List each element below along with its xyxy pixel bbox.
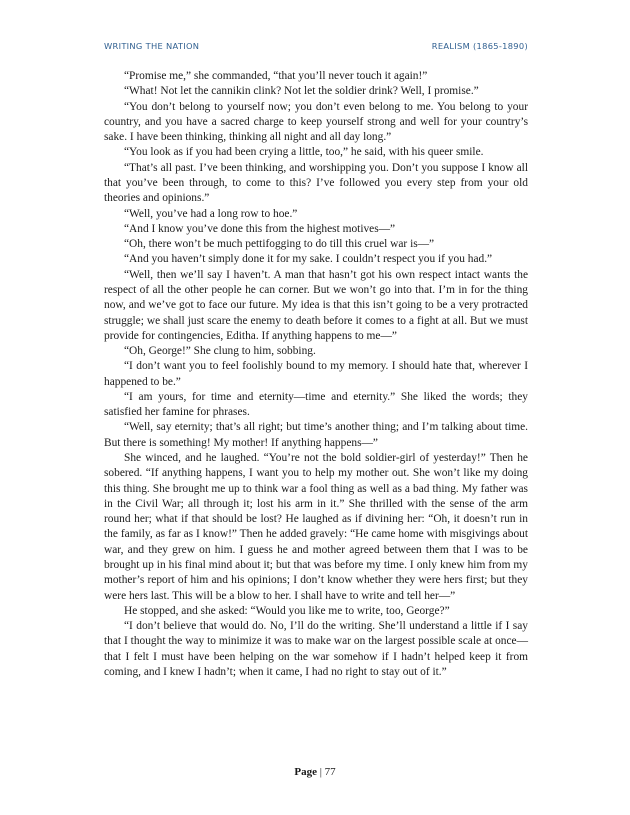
paragraph: “That’s all past. I’ve been thinking, and worshipping you. Don’t you suppose I know all that you’ve been through, to come to this? I’ve followed you every step from your old theories and opinions.” <box>104 161 528 205</box>
page-separator: | <box>319 766 322 778</box>
page-label: Page <box>294 766 317 778</box>
paragraph: “You don’t belong to yourself now; you don’t even belong to me. You belong to your country, and you have a sacred charge to keep yourself strong and well for your country’s sake. I have been thinking, thinking all night and all day long.” <box>104 100 528 144</box>
paragraph: “You look as if you had been crying a little, too,” he said, with his queer smile. <box>124 146 484 159</box>
paragraph: “And you haven’t simply done it for my sake. I couldn’t respect you if you had.” <box>124 253 493 266</box>
paragraph: “Well, you’ve had a long row to hoe.” <box>124 207 298 220</box>
paragraph: “And I know you’ve done this from the highest motives—” <box>124 222 396 235</box>
paragraph: “I don’t believe that would do. No, I’ll do the writing. She’ll understand a little if I say that I thought the way to minimize it was to make war on the largest possible scale at once—that I felt I must have been helping on the war somehow if I hadn’t helped keep it from coming, and I knew I hadn’t; when it came, I had no right to stay out of it.” <box>104 620 528 678</box>
paragraph: “Oh, George!” She clung to him, sobbing. <box>124 345 316 358</box>
paragraph: “Well, then we’ll say I haven’t. A man that hasn’t got his own respect intact wants the respect of all the other people he can corner. But we won’t go into that. I’m in for the thing now, and we’ve got to face our future. My idea is that this isn’t going to be a very protracted struggle; we shall just scare the enemy to death before it comes to a fight at all. But we must provide for contingencies, Editha. If anything happens to me—” <box>104 268 528 342</box>
paragraph: “Promise me,” she commanded, “that you’ll never touch it again!” <box>124 70 428 82</box>
paragraph: He stopped, and she asked: “Would you like me to write, too, George?” <box>124 604 450 617</box>
page-footer <box>0 766 630 778</box>
paragraph: “I am yours, for time and eternity—time and eternity.” She liked the words; they satisfied her famine for phrases. <box>104 390 528 419</box>
header-period-title: REALISM (1865-1890) <box>431 41 528 51</box>
paragraph: “Oh, there won’t be much pettifogging to do till this cruel war is—” <box>124 238 435 251</box>
paragraph: She winced, and he laughed. “You’re not the bold soldier-girl of yesterday!” Then he sobered. “If anything happens, I want you to help my mother out. She won’t like my doing this thing. She brought me up to think war a fool thing as well as a bad thing. My father was in the Civil War; all through it; lost his arm in it.” She thrilled with the sense of the arm round her; what if that should be lost? He laughed as if divining her: “Oh, it doesn’t run in the family, as far as I know!” Then he added gravely: “He came home with misgivings about war, and they grew on him. I guess he and mother agreed between them that I was to be brought up in his final mind about it; but that was before my time. I only knew him from my mother’s report of him and his opinions; I don’t know whether they were hers first; but they were hers last. This will be a blow to her. I shall have to write and tell her—” <box>104 452 528 602</box>
page-number: 77 <box>324 766 336 778</box>
paragraph: “Well, say eternity; that’s all right; but time’s another thing; and I’m talking about time. But there is something! My mother! If anything happens—” <box>104 421 528 449</box>
body-text <box>104 69 528 680</box>
header-section-title: WRITING THE NATION <box>104 41 200 51</box>
running-header <box>104 41 528 53</box>
paragraph: “What! Not let the cannikin clink? Not let the soldier drink? Well, I promise.” <box>124 85 479 98</box>
paragraph: “I don’t want you to feel foolishly bound to my memory. I should hate that, wherever I happened to be.” <box>104 360 528 388</box>
